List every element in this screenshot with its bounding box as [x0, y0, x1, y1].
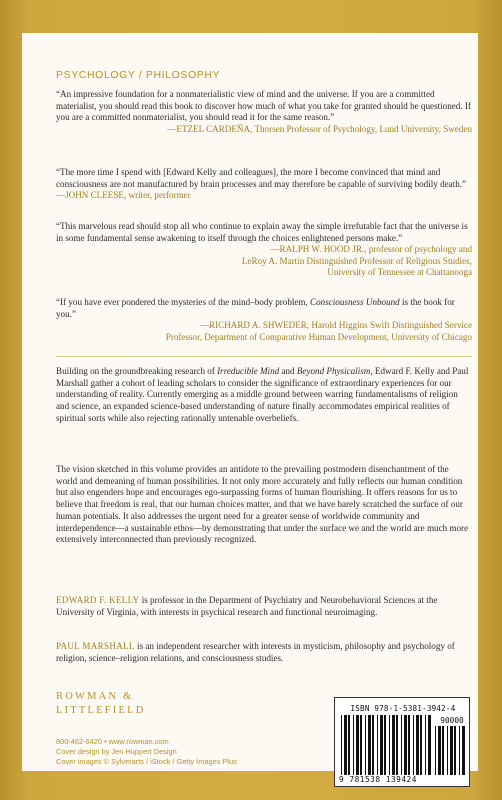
author-bio: is an independent researcher with interests in mysticism, philosophy and psychology of religion, science–religion relations, and consciousness studies.	[56, 641, 455, 663]
author-name: PAUL MARSHALL	[56, 641, 135, 651]
blurb-source-2: LeRoy A. Martin Distinguished Professor of Religious Studies,	[241, 255, 472, 266]
barcode-bar	[356, 715, 359, 775]
blurb-hood	[56, 221, 472, 279]
barcode-bar	[380, 715, 383, 775]
barcode-bar	[377, 715, 378, 775]
publisher-contact: 800-462-6420 • www.rowman.com	[56, 737, 169, 746]
book-title-italic: Irreducible Mind	[217, 366, 280, 376]
barcode-bar	[372, 715, 374, 775]
barcode-bar	[420, 715, 422, 775]
barcode-bar	[392, 715, 395, 775]
blurb-text: “The more time I spend with [Edward Kelly and colleagues], the more I become convinced that mind and consciousness are not manufactured by brain processes and may therefore be capable of surviving bodily death.”	[56, 167, 467, 189]
price-addon-digits: 90000	[440, 716, 464, 725]
book-title-italic: Consciousness Unbound	[310, 297, 400, 307]
author-name: EDWARD F. KELLY	[56, 595, 140, 605]
barcode-bar	[396, 715, 398, 775]
author-bio: is professor in the Department of Psychiatry and Neurobehavioral Sciences at the University of Virginia, with interests in psychical research and functional neuroimaging.	[56, 595, 438, 617]
barcode-bar	[454, 726, 456, 775]
author-bio-marshall	[56, 641, 472, 664]
barcode-bar	[416, 715, 419, 775]
category-label: PSYCHOLOGY / PHILOSOPHY	[56, 69, 221, 81]
barcode-bar	[413, 715, 414, 775]
barcode-bar	[428, 715, 431, 775]
cover-images-credit: Cover images © Sylverarts / iStock / Getty Images Plus	[56, 757, 237, 767]
blurb-text-end: is the book for you.”	[56, 297, 455, 319]
barcode-bar	[384, 715, 386, 775]
barcode-bar	[353, 715, 354, 775]
blurb-text: “This marvelous read should stop all who continue to explain away the simple irrefutable fact that the universe is in some fundamental sense awakening to itself through the choices enlightened persons make.”	[56, 221, 468, 243]
barcode-bar	[425, 715, 426, 775]
barcode-bar	[348, 715, 350, 775]
author-bio-kelly	[56, 595, 472, 618]
barcode-bar	[447, 726, 448, 775]
isbn-barcode	[334, 697, 470, 787]
description-paragraph-1	[56, 366, 472, 425]
ean-barcode-bars	[341, 715, 433, 775]
barcode-bar	[341, 715, 342, 775]
barcode-bar	[389, 715, 390, 775]
description-paragraph-2: The vision sketched in this volume provides an antidote to the prevailing postmodern disenchantment of the world and demeaning of human possibilities. It not only more accurately and fully reflects our human condition but also engenders hope and encourages ego-surpassing forms of human flourishing. It offers reasons for us to believe that freedom is real, that our human choices matter, and that we have barely scratched the surface of our human potentials. It also addresses the urgent need for a greater sense of worldwide community and interdependence—a sustainable ethos—by demonstrating that under the surface we and the world are much more extensively interconnected than previously recognized.	[56, 464, 469, 545]
barcode-bar	[438, 726, 441, 775]
blurb-text: “An impressive foundation for a nonmaterialistic view of mind and the universe. If you are a committed materialist, you should read this book to discover how much of what you take for granted should be questioned. If you are a committed nonmaterialist, you should read it for the same reason.”	[56, 89, 471, 123]
blurb-shweder	[56, 297, 472, 343]
barcode-bar	[365, 715, 366, 775]
barcode-bar	[344, 715, 347, 775]
publisher-info	[56, 737, 237, 768]
description-text: Building on the groundbreaking research of	[56, 366, 218, 376]
barcode-bar	[408, 715, 410, 775]
description-text: , Edward F. Kelly and Paul Marshall gather a cohort of leading scholars to consider the significance of extraordinary experiences for our understanding of reality. Currently emerging as a middle ground between warring fundamentalisms of religion and science, an expanded science-based understanding of nature finally accommodates empirical realities of spiritual sorts while also rejecting rationally untenable overbeliefs.	[56, 366, 469, 423]
blurb-source-3: University of Tennessee at Chattanooga	[327, 267, 472, 278]
addon-barcode-bars	[435, 726, 467, 775]
blurb-source-1: —RALPH W. HOOD JR., professor of psychology and	[270, 244, 472, 255]
blurb-cardena	[56, 89, 472, 135]
barcode-bar	[401, 715, 402, 775]
divider-rule	[56, 356, 472, 357]
barcode-bar	[450, 726, 453, 775]
blurb-source-2: Professor, Department of Comparative Human Development, University of Chicago	[165, 331, 472, 342]
barcode-bar	[435, 726, 436, 775]
blurb-source: —JOHN CLEESE, writer, performer	[56, 190, 191, 201]
blurb-source: —ETZEL CARDEÑA, Thorsen Professor of Psychology, Lund University, Sweden	[167, 123, 472, 134]
barcode-bar	[442, 726, 444, 775]
barcode-bar	[404, 715, 407, 775]
publisher-logo-line2: LITTLEFIELD	[56, 705, 146, 716]
barcode-bar	[459, 726, 460, 775]
blurb-source-1: —RICHARD A. SHWEDER, Harold Higgins Swift Distinguished Service	[199, 320, 472, 331]
barcode-bar	[360, 715, 362, 775]
blurb-text-start: “If you have ever pondered the mysteries of the mind–body problem,	[56, 297, 311, 307]
publisher-logo	[56, 690, 146, 718]
barcode-bar	[368, 715, 371, 775]
cover-panel	[22, 33, 478, 784]
isbn-number: ISBN 978-1-5381-3942-4	[350, 704, 456, 713]
ean-digits: 9 781538 139424	[339, 775, 417, 784]
barcode-bar	[462, 726, 465, 775]
book-title-italic: Beyond Physicalism	[296, 366, 371, 376]
cover-design-credit: Cover design by Jen Huppert Design	[56, 747, 177, 757]
publisher-logo-line1: ROWMAN &	[56, 691, 134, 702]
blurb-cleese	[56, 167, 472, 202]
description-text: and	[279, 366, 297, 376]
